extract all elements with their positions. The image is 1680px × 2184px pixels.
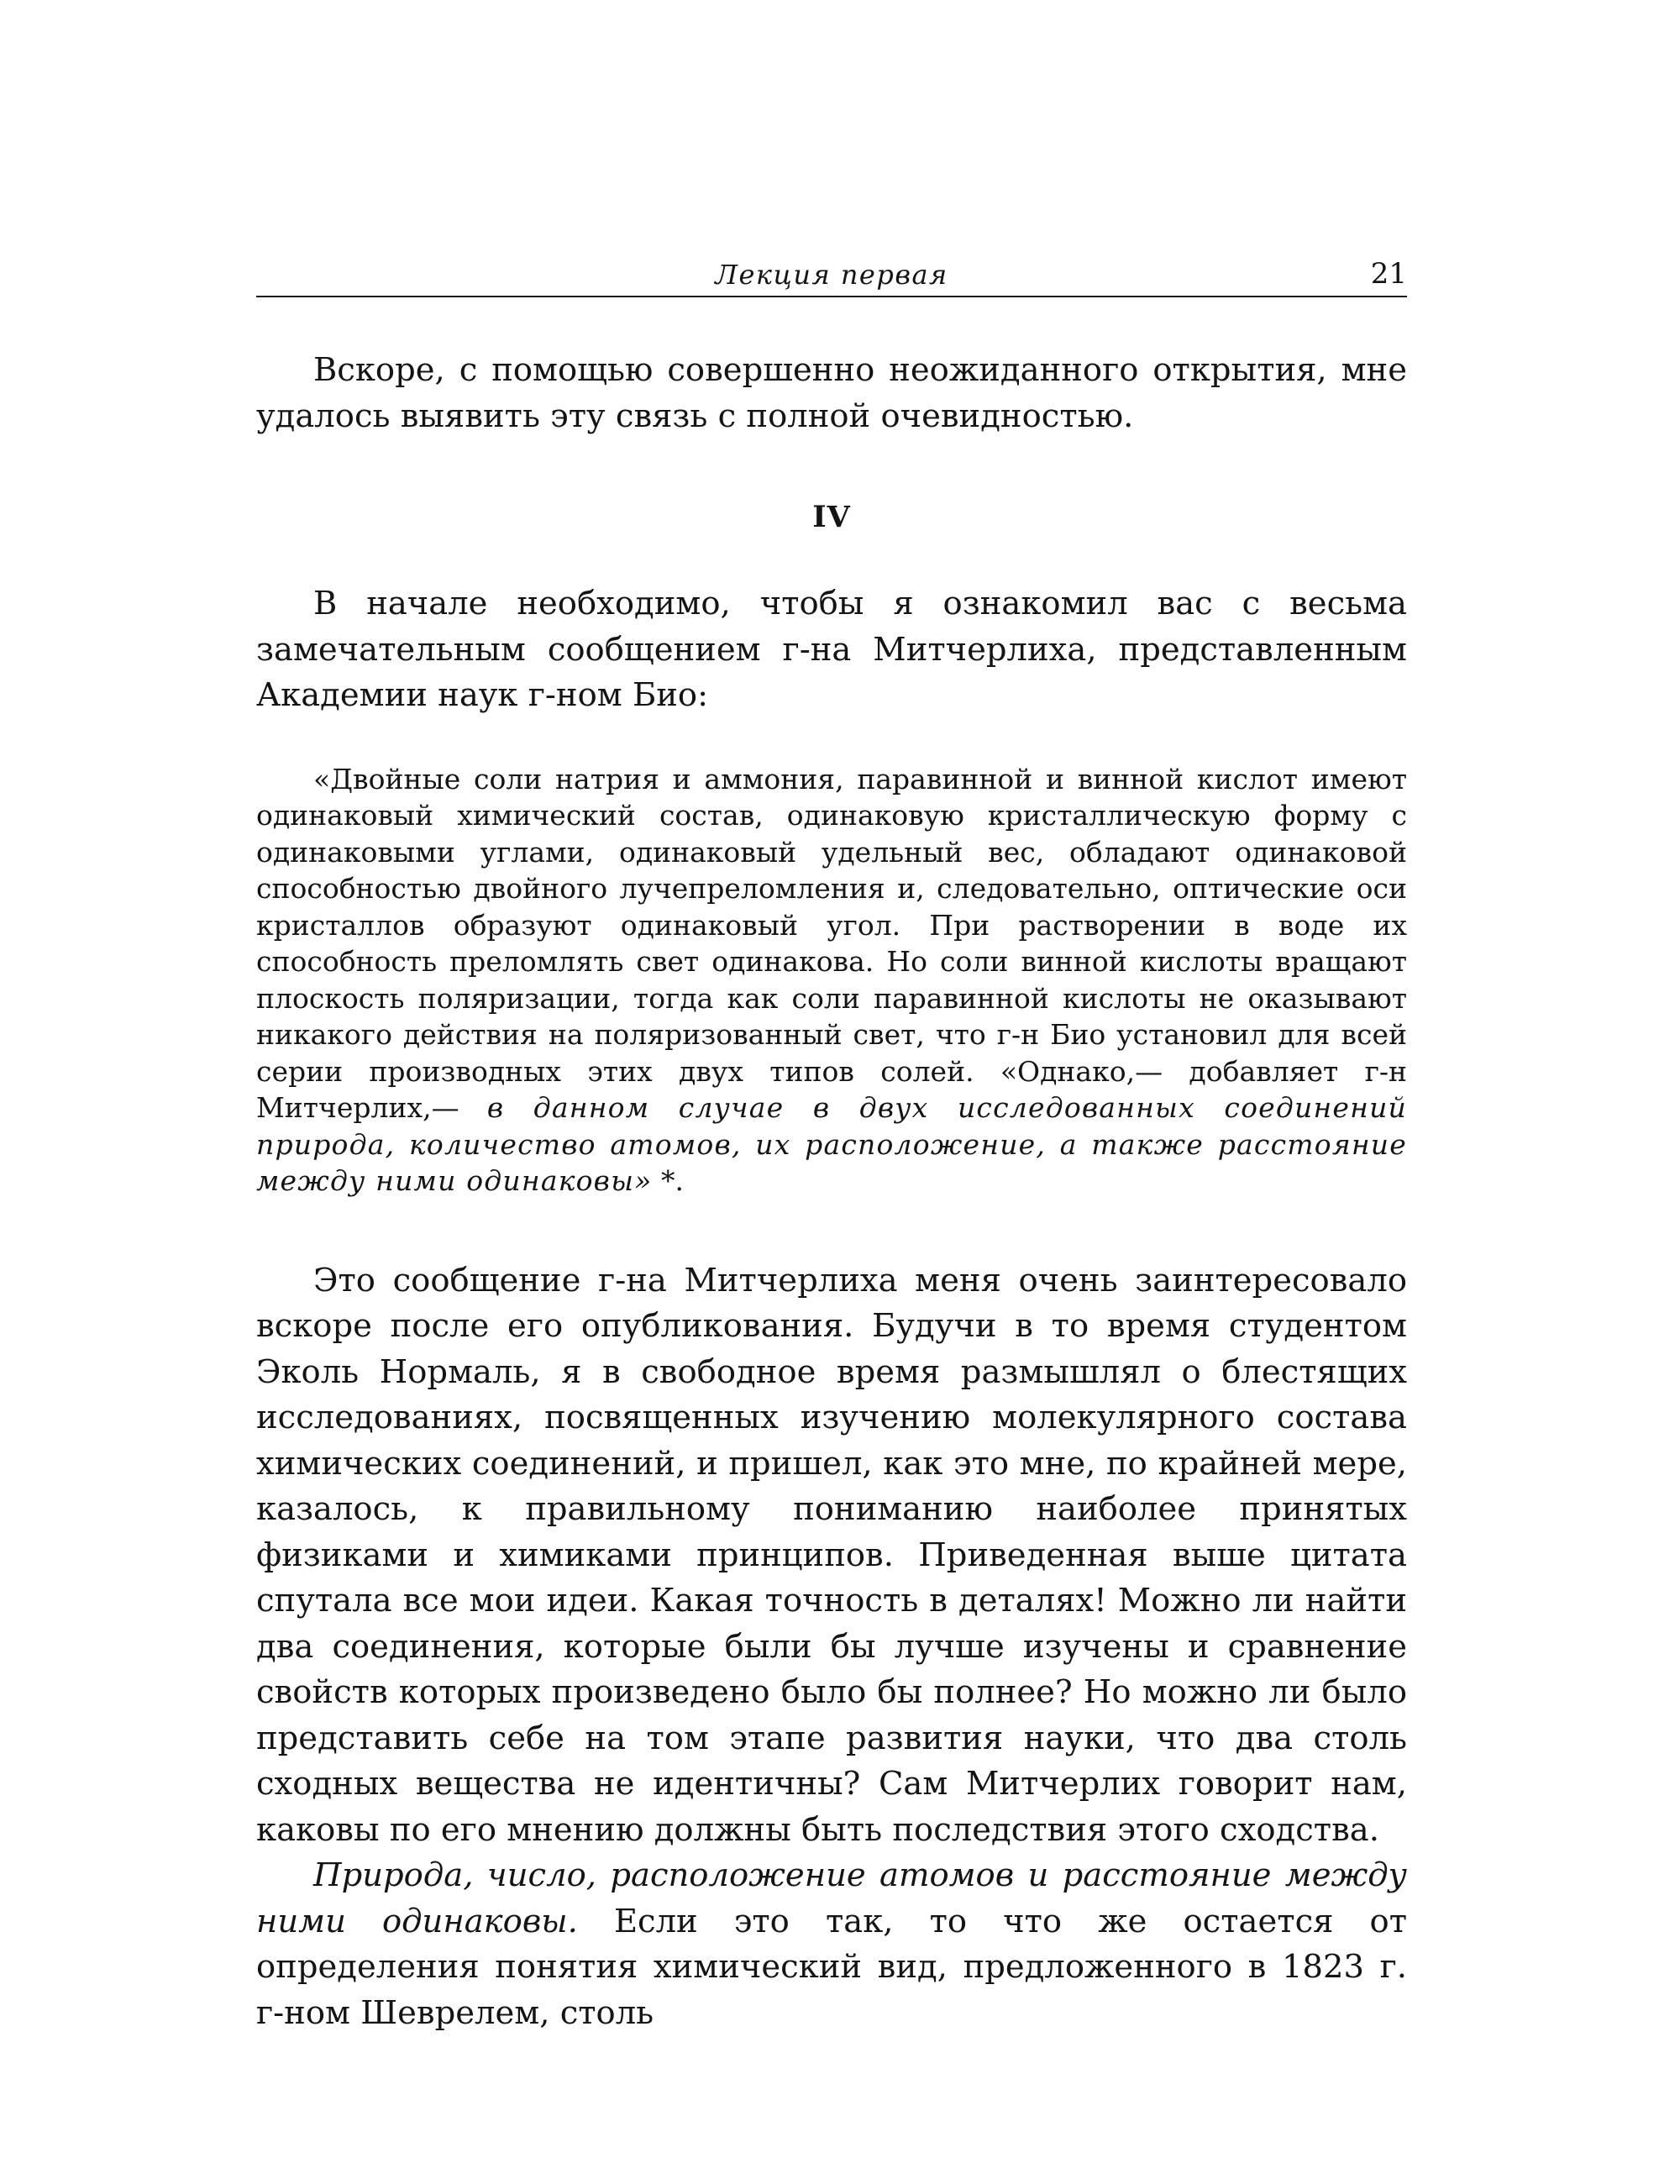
- paragraph-3: [256, 1853, 1407, 2036]
- block-quote: [256, 761, 1407, 1200]
- running-header: [256, 252, 1407, 297]
- quote-italic-text: в данном случае в двух исследованных соединений природа, количество атомов, их расположение, а также расстояние между ними одинаковы»: [256, 1091, 1407, 1197]
- running-title: Лекция первая: [715, 259, 948, 291]
- paragraph-1: В начале необходимо, чтобы я ознакомил вас с весьма замечательным сообщением г-на Митчерлиха, представленным Академии наук г-ном Био:: [256, 585, 1407, 714]
- section-number: IV: [812, 500, 851, 534]
- paragraph-3-text: Если это так, то что же остается от определения понятия химический вид, предложенного в 1823 г. г-ном Шеврелем, столь: [256, 1902, 1407, 2032]
- intro-paragraph: Вскоре, с помощью совершенно неожиданного открытия, мне удалось выявить эту связь с полной очевидностью.: [256, 351, 1407, 435]
- quote-text: «Двойные соли натрия и аммония, паравинной и винной кислот имеют одинаковый химический состав, одинаковую кристаллическую форму с одинаковыми углами, одинаковый удельный вес, обладают одинаковой способностью двойного лучепреломления и, следовательно, оптические оси кристаллов образуют одинаковый угол. При растворении в воде их способность преломлять свет одинакова. Но соли винной кислоты вращают плоскость поляризации, тогда как соли паравинной кислоты не оказывают никакого действия на поляризованный свет, что г-н Био установил для всей серии производных этих двух типов солей. «Однако,— добавляет г-н Митчерлих,—: [256, 762, 1407, 1124]
- paragraph-3-italic: Природа, число, расположение атомов и расстояние между ними одинаковы.: [256, 1856, 1407, 1940]
- paragraph-2: Это сообщение г-на Митчерлиха меня очень заинтересовало вскоре после его опубликования. Будучи в то время студентом Эколь Нормаль, я в свободное время размышлял о блестящих исследованиях, посвященных изучению молекулярного состава химических соединений, и пришел, как это мне, по крайней мере, казалось, к правильному пониманию наиболее принятых физиками и химиками принципов. Приведенная выше цитата спутала все мои идеи. Какая точность в деталях! Можно ли найти два соединения, которые были бы лучше изучены и сравнение свойств которых произведено было бы полнее? Но можно ли было представить себе на том этапе развития науки, что два столь сходных вещества не идентичны? Сам Митчерлих говорит нам, каковы по его мнению должны быть последствия этого сходства.: [256, 1261, 1407, 1849]
- page-number: 21: [1370, 257, 1407, 291]
- footnote-mark: *.: [661, 1164, 685, 1197]
- book-page: [256, 252, 1407, 2032]
